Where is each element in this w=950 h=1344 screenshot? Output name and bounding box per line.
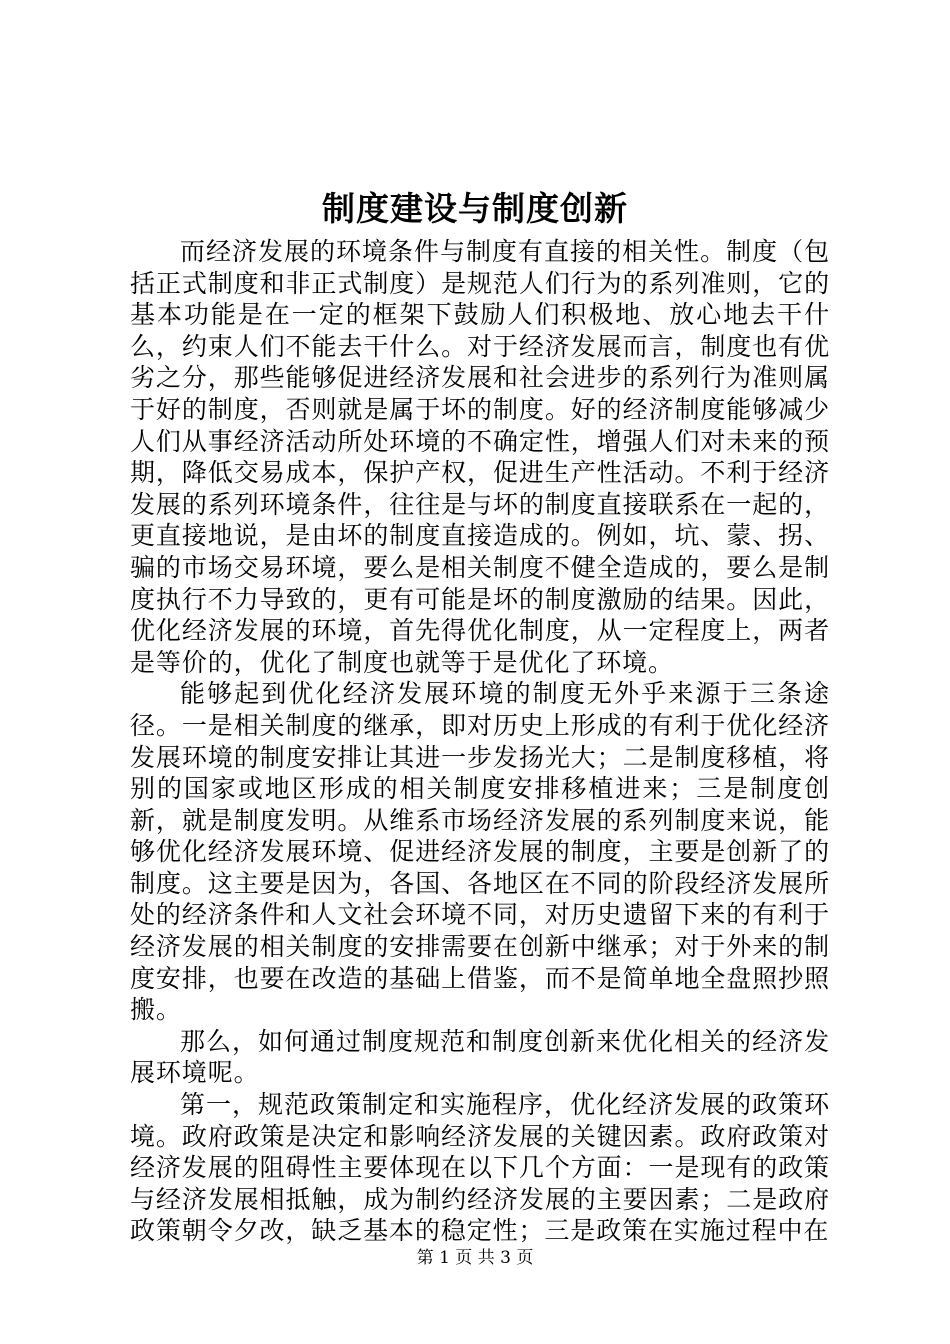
document-title: 制度建设与制度创新 [322,189,628,228]
page-footer: 第 1 页 共 3 页 [416,1248,534,1268]
paragraph-2: 能够起到优化经济发展环境的制度无外乎来源于三条途径。一是相关制度的继承，即对历史上形成的有利于优化经济发展环境的制度安排让其进一步发扬光大；二是制度移植，将别的国家或地区形成的相关制度安排移植进来；三是制度创新，就是制度发明。从维系市场经济发展的系列制度来说，能够优化经济发展环境、促进经济发展的制度，主要是创新了的制度。这主要是因为，各国、各地区在不同的阶段经济发展所处的经济条件和人文社会环境不同，对历史遗留下来的有利于经济发展的相关制度的安排需要在创新中继承；对于外来的制度安排，也要在改造的基础上借鉴，而不是简单地全盘照抄照搬。 [130,679,830,1025]
paragraph-4: 第一，规范政策制定和实施程序，优化经济发展的政策环境。政府政策是决定和影响经济发展的关键因素。政府政策对经济发展的阻碍性主要体现在以下几个方面：一是现有的政策与经济发展相抵触，成为制约经济发展的主要因素；二是政府政策朝令夕改，缺乏基本的稳定性；三是政策在实施过程中在 [130,1090,830,1246]
paragraph-1: 而经济发展的环境条件与制度有直接的相关性。制度（包括正式制度和非正式制度）是规范人们行为的系列准则，它的基本功能是在一定的框架下鼓励人们积极地、放心地去干什么，约束人们不能去干什么。对于经济发展而言，制度也有优劣之分，那些能够促进经济发展和社会进步的系列行为准则属于好的制度，否则就是属于坏的制度。好的经济制度能够减少人们从事经济活动所处环境的不确定性，增强人们对未来的预期，降低交易成本，保护产权，促进生产性活动。不利于经济发展的系列环境条件，往往是与坏的制度直接联系在一起的，更直接地说，是由坏的制度直接造成的。例如，坑、蒙、拐、骗的市场交易环境，要么是相关制度不健全造成的，要么是制度执行不力导致的，更有可能是坏的制度激励的结果。因此，优化经济发展的环境，首先得优化制度，从一定程度上，两者是等价的，优化了制度也就等于是优化了环境。 [130,237,830,677]
document-body [130,236,830,1247]
paragraph-3: 那么，如何通过制度规范和制度创新来优化相关的经济发展环境呢。 [130,1026,830,1088]
